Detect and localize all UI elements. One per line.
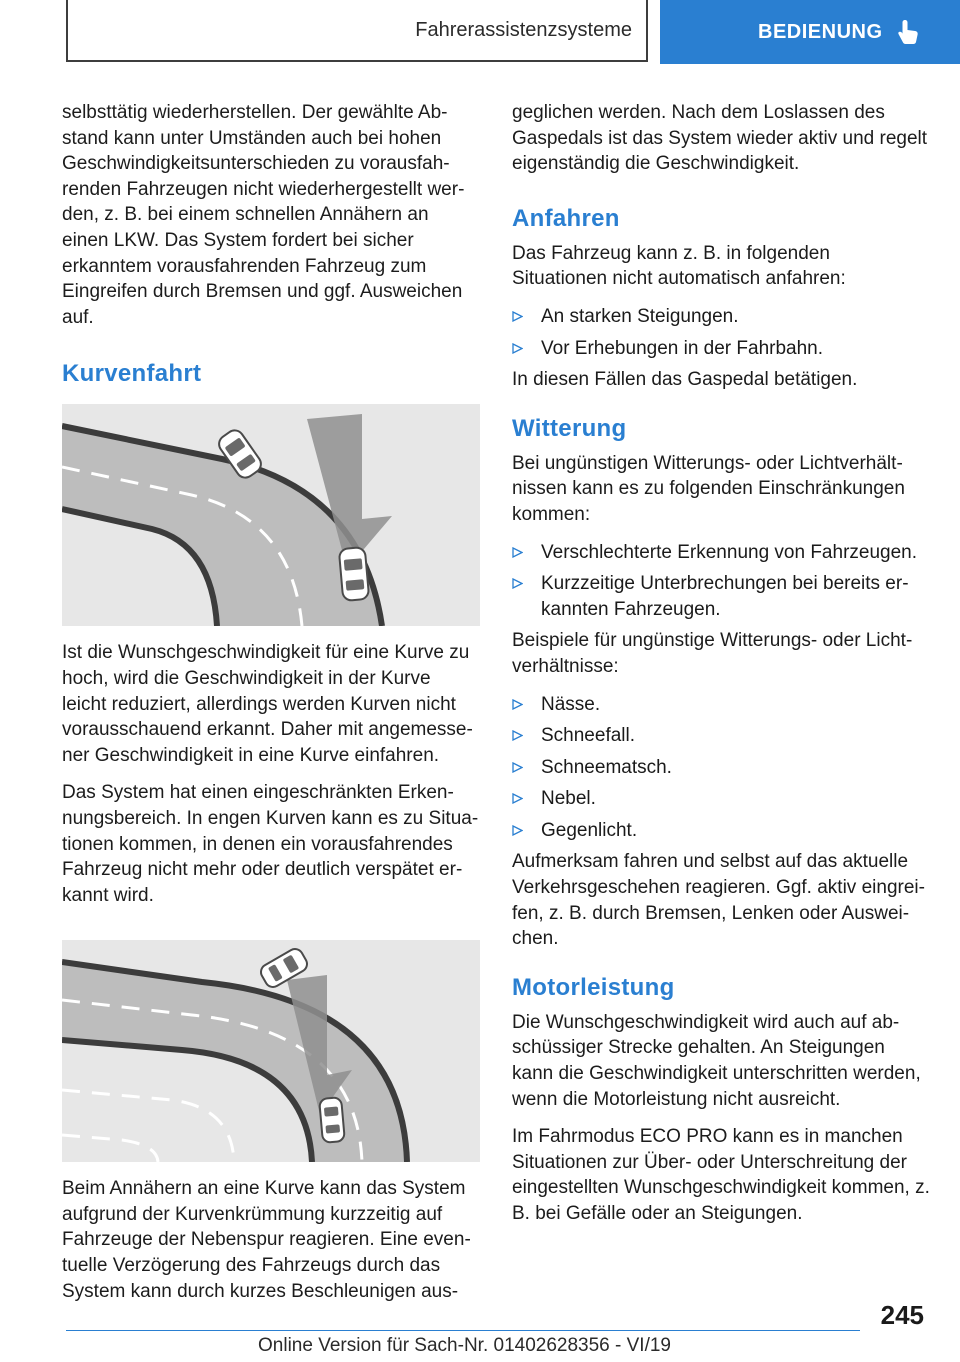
footer-divider [66,1330,860,1331]
curve-illustration-2 [62,940,480,1162]
triangle-bullet-icon [512,825,523,836]
paragraph: In diesen Fällen das Gaspedal betätigen. [512,369,858,391]
list-item: Schneefall. [512,723,930,749]
left-column [62,100,480,1316]
triangle-bullet-icon [512,762,523,773]
triangle-bullet-icon [512,547,523,558]
paragraph: Beispiele für ungünstige Witterungs- oder Lichtverhältnisse: [512,630,913,677]
list-item: Schneematsch. [512,755,930,781]
triangle-bullet-icon [512,343,523,354]
chapter-title: BEDIENUNG [758,20,883,43]
triangle-bullet-icon [512,699,523,710]
paragraph: Das System hat einen eingeschränkten Erkennungsbereich. In engen Kurven kann es zu Situationen kommen, in denen ein vorausfahrendes Fahrzeug nicht mehr oder deutlich verspätet erkannt wird. [62,782,479,906]
paragraph: Bei ungünstigen Witterungs- oder Lichtverhältnissen kann es zu folgenden Einschränkungen kommen: [512,452,905,525]
paragraph: selbsttätig wiederherstellen. Der gewählte Abstand kann unter Umständen auch bei hohen Geschwindigkeitsunterschieden zu vorausfahrenden Fahrzeugen nicht wiederhergestellt werden, z. B. bei einem schnellen Annähern an einen LKW. Das System fordert bei sicher erkanntem vorausfahrenden Fahrzeug zum Eingreifen durch Bremsen und ggf. Ausweichen auf. [62,102,465,328]
paragraph: geglichen werden. Nach dem Loslassen des Gaspedals ist das System wieder aktiv und regelt eigenständig die Geschwindigkeit. [512,102,928,175]
list-item: An starken Steigungen. [512,304,930,330]
list-weather-examples [512,692,930,844]
curve-illustration-1 [62,404,480,626]
list-witterung [512,540,930,623]
paragraph: Ist die Wunschgeschwindigkeit für eine Kurve zu hoch, wird die Geschwindigkeit in der Kurve leicht reduziert, allerdings werden Kurven nicht vorausschauend erkannt. Daher mit angemessener Geschwindigkeit in eine Kurve einfahren. [62,642,473,766]
online-version-note: Online Version für Sach-Nr. 01402628356 - VI/19 [258,1335,671,1356]
list-item: Verschlechterte Erkennung von Fahrzeugen. [512,540,930,566]
paragraph: Beim Annähern an eine Kurve kann das System aufgrund der Kurvenkrümmung kurzzeitig auf Fahrzeuge der Nebenspur reagieren. Eine eventuelle Verzögerung des Fahrzeugs durch das System kann durch kurzes Beschleunigen aus- [62,1178,471,1302]
triangle-bullet-icon [512,578,523,589]
heading-motorleistung: Motorleistung [512,973,675,1001]
page-number: 245 [880,1300,924,1330]
section-title: Fahrerassistenzsysteme [415,18,632,41]
triangle-bullet-icon [512,730,523,741]
paragraph: Aufmerksam fahren und selbst auf das aktuelle Verkehrsgeschehen reagieren. Ggf. aktiv eingreifen, z. B. durch Bremsen, Lenken oder Ausweichen. [512,851,925,950]
paragraph: Die Wunschgeschwindigkeit wird auch auf abschüssiger Strecke gehalten. An Steigungen kann die Geschwindigkeit unterschritten werden, wenn die Motorleistung nicht ausreicht. [512,1011,921,1110]
list-item: Nässe. [512,692,930,718]
triangle-bullet-icon [512,793,523,804]
list-item: Vor Erhebungen in der Fahrbahn. [512,336,930,362]
list-item: Gegenlicht. [512,818,930,844]
heading-witterung: Witterung [512,414,627,442]
list-item: Kurzzeitige Unterbrechungen bei bereits erkannten Fahrzeugen. [512,571,930,622]
triangle-bullet-icon [512,311,523,322]
list-anfahren [512,304,930,361]
paragraph: Im Fahrmodus ECO PRO kann es in manchen Situationen zur Über- oder Unterschreitung der eingestellten Wunschgeschwindigkeit kommen, z. B. bei Gefälle oder an Steigungen. [512,1126,930,1224]
heading-anfahren: Anfahren [512,204,620,232]
header-section-title [66,0,648,62]
header-chapter-tab[interactable] [660,0,960,64]
right-column [512,100,930,1239]
paragraph: Das Fahrzeug kann z. B. in folgenden Situationen nicht automatisch anfahren: [512,242,846,290]
heading-kurvenfahrt: Kurvenfahrt [62,360,202,388]
list-item: Nebel. [512,786,930,812]
pointing-hand-icon [897,19,919,45]
